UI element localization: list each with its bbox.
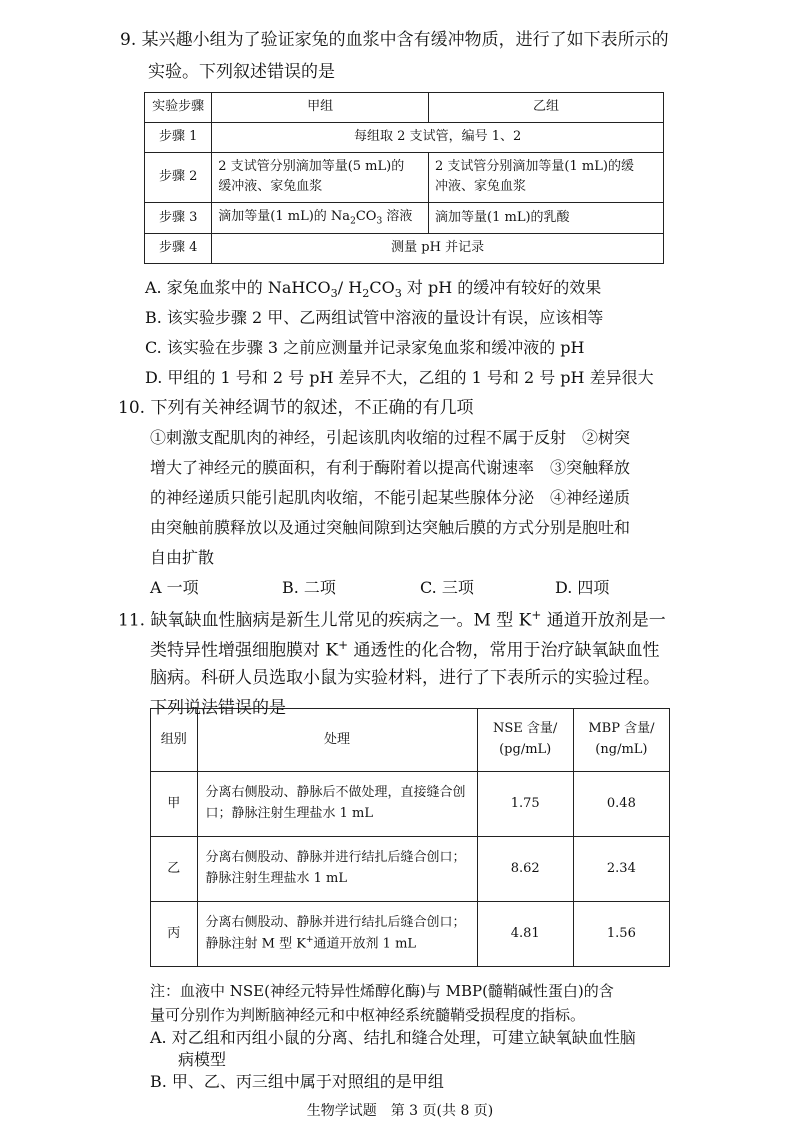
cell-text: 静脉注射 M 型 K — [205, 936, 306, 952]
row-mbp: 1.56 — [573, 902, 669, 967]
q9-table — [144, 92, 664, 264]
q11-line1 — [118, 608, 666, 631]
subscript: 3 — [330, 287, 338, 301]
subscript: 2 — [350, 216, 356, 227]
q10-line3: 的神经递质只能引起肌肉收缩，不能引起某些腺体分泌 ④神经递质 — [150, 488, 631, 507]
step3-group-b: 滴加等量(1 mL)的乳酸 — [429, 203, 664, 234]
superscript: + — [338, 638, 349, 652]
row-treatment — [197, 902, 477, 967]
table-row — [151, 837, 670, 902]
q11-option-b: B. 甲、乙、丙三组中属于对照组的是甲组 — [150, 1072, 444, 1091]
step-label: 步骤 4 — [145, 234, 212, 264]
header-step: 实验步骤 — [145, 93, 212, 123]
cell-text: 溶液 — [382, 209, 413, 225]
cell-text: 滴加等量(1 mL)的 Na — [218, 209, 351, 225]
stem-text: 类特异性增强细胞膜对 K — [150, 640, 339, 661]
step2-group-b — [429, 152, 664, 203]
q9-option-b: B. 该实验步骤 2 甲、乙两组试管中溶液的量设计有误，应该相等 — [145, 308, 604, 327]
q10-line5: 自由扩散 — [150, 548, 215, 567]
q10-stem: 10. 下列有关神经调节的叙述，不正确的有几项 — [118, 398, 474, 418]
header-group: 组别 — [151, 709, 198, 772]
row-nse: 1.75 — [477, 772, 573, 837]
q11-option-a-line1: A. 对乙组和丙组小鼠的分离、结扎和缝合处理，可建立缺氧缺血性脑 — [150, 1028, 636, 1047]
q11-option-a-line2: 病模型 — [178, 1050, 227, 1069]
cell-line: 2 支试管分别滴加等量(5 mL)的 — [218, 158, 405, 174]
row-treatment — [197, 772, 477, 837]
stem-text: 通道开放剂是一 — [541, 610, 666, 631]
cell-text: 通道开放剂 1 mL — [313, 936, 417, 952]
q11-line3: 脑病。科研人员选取小鼠为实验材料，进行了下表所示的实验过程。 — [150, 668, 660, 688]
table-row — [151, 709, 670, 772]
table-row — [145, 93, 664, 123]
cell-line: 分离右侧股动、静脉后不做处理，直接缝合创 — [205, 785, 466, 801]
header-mbp — [573, 709, 669, 772]
row-group: 甲 — [151, 772, 198, 837]
page-footer: 生物学试题 第 3 页(共 8 页) — [306, 1103, 494, 1119]
row-group: 丙 — [151, 902, 198, 967]
header-line: (ng/mL) — [595, 742, 648, 757]
row-nse: 4.81 — [477, 902, 573, 967]
q9-option-c: C. 该实验在步骤 3 之前应测量并记录家兔血浆和缓冲液的 pH — [145, 338, 585, 357]
q11-line4: 下列说法错误的是 — [150, 698, 286, 718]
cell-line — [206, 933, 469, 955]
step-label: 步骤 2 — [145, 152, 212, 203]
header-line: MBP 含量/ — [588, 721, 655, 737]
step1-merged: 每组取 2 支试管，编号 1、2 — [212, 122, 664, 152]
q10-line2: 增大了神经元的膜面积，有利于酶附着以提高代谢速率 ③突触释放 — [150, 458, 631, 477]
table-row — [145, 234, 664, 264]
table-row — [145, 122, 664, 152]
q11-table — [150, 708, 670, 967]
header-group-b: 乙组 — [429, 93, 664, 123]
q11-note-line2: 量可分别作为判断脑神经元和中枢神经系统髓鞘受损程度的指标。 — [150, 1006, 586, 1024]
table-row — [151, 902, 670, 967]
subscript: 3 — [376, 216, 383, 227]
option-text: / H — [337, 278, 363, 297]
header-line: NSE 含量/ — [493, 721, 558, 737]
q11-note-line1: 注：血液中 NSE(神经元特异性烯醇化酶)与 MBP(髓鞘碱性蛋白)的含 — [150, 982, 614, 1000]
q9-option-d: D. 甲组的 1 号和 2 号 pH 差异不大，乙组的 1 号和 2 号 pH 差异很大 — [145, 368, 654, 387]
stem-text: 11. 缺氧缺血性脑病是新生儿常见的疾病之一。M 型 K — [118, 610, 532, 631]
cell-line: 分离右侧股动、静脉并进行结扎后缝合创口； — [205, 914, 466, 930]
superscript: + — [305, 935, 314, 946]
table-row — [151, 772, 670, 837]
superscript: + — [531, 608, 542, 622]
stem-text: 通透性的化合物，常用于治疗缺氧缺血性 — [348, 640, 660, 661]
subscript: 3 — [394, 287, 402, 301]
q10-option-c: C. 三项 — [420, 578, 474, 597]
header-line: (pg/mL) — [499, 742, 552, 757]
q10-line4: 由突触前膜释放以及通过突触间隙到达突触后膜的方式分别是胞吐和 — [150, 518, 631, 537]
q10-option-b: B. 二项 — [282, 578, 336, 597]
q9-stem-line2: 实验。下列叙述错误的是 — [148, 62, 335, 82]
table-row — [145, 152, 664, 203]
cell-line: 2 支试管分别滴加等量(1 mL)的缓 — [435, 158, 634, 174]
header-nse — [477, 709, 573, 772]
cell-line: 冲液、家兔血浆 — [435, 179, 527, 195]
cell-line: 分离右侧股动、静脉并进行结扎后缝合创口； — [205, 850, 466, 866]
q9-option-a — [145, 278, 601, 301]
option-text: A. 家兔血浆中的 NaHCO — [145, 278, 331, 297]
q10-option-a: A 一项 — [150, 578, 199, 597]
step-label: 步骤 1 — [145, 122, 212, 152]
q10-option-d: D. 四项 — [555, 578, 610, 597]
step3-group-a — [212, 203, 429, 234]
option-text: 对 pH 的缓冲有较好的效果 — [401, 278, 602, 297]
q9-stem-line1: 9. 某兴趣小组为了验证家兔的血浆中含有缓冲物质，进行了如下表所示的 — [120, 30, 669, 50]
row-group: 乙 — [151, 837, 198, 902]
cell-line: 缓冲液、家兔血浆 — [218, 179, 323, 195]
header-group-a: 甲组 — [212, 93, 429, 123]
cell-line: 口；静脉注射生理盐水 1 mL — [205, 806, 373, 821]
table-row — [145, 203, 664, 234]
step-label: 步骤 3 — [145, 203, 212, 234]
header-treatment: 处理 — [197, 709, 477, 772]
q10-line1: ①刺激支配肌肉的神经，引起该肌肉收缩的过程不属于反射 ②树突 — [150, 428, 631, 447]
step4-merged: 测量 pH 并记录 — [212, 234, 664, 264]
row-mbp: 2.34 — [573, 837, 669, 902]
q11-line2 — [150, 638, 659, 661]
subscript: 2 — [362, 287, 370, 301]
option-text: CO — [369, 278, 395, 297]
row-mbp: 0.48 — [573, 772, 669, 837]
cell-line: 静脉注射生理盐水 1 mL — [205, 871, 347, 886]
row-treatment — [197, 837, 477, 902]
cell-text: CO — [355, 209, 377, 225]
step2-group-a — [212, 152, 429, 203]
row-nse: 8.62 — [477, 837, 573, 902]
